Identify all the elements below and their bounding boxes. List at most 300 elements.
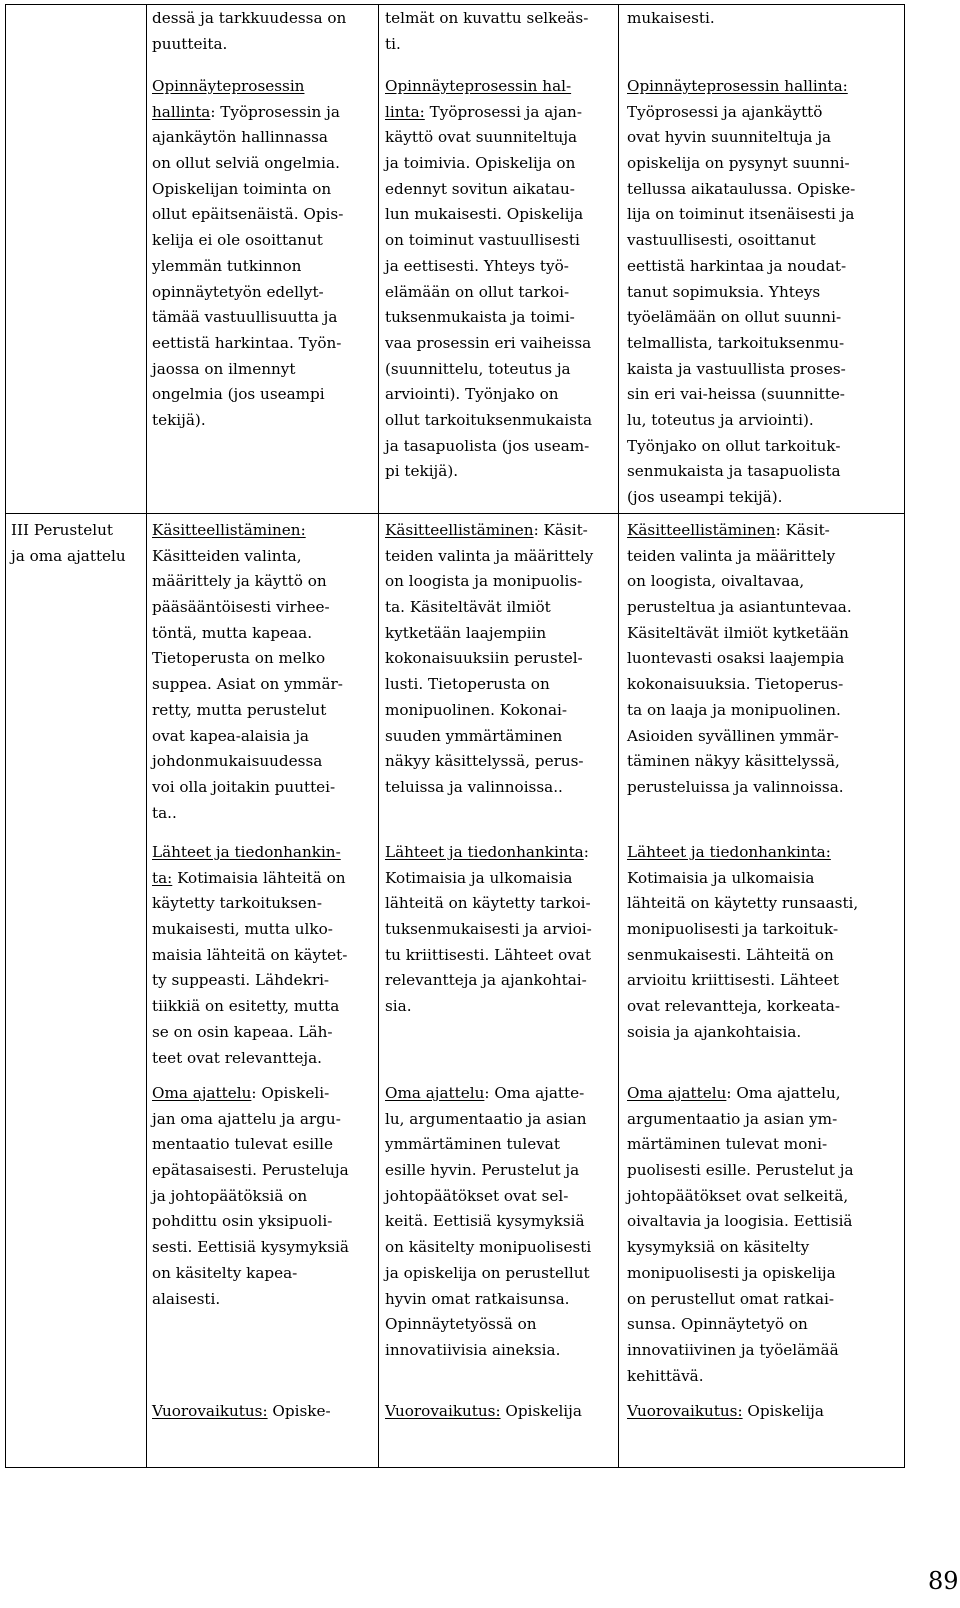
- criterion-text: elämään on ollut tarkoi-: [385, 282, 570, 301]
- criteria-line: [152, 1209, 349, 1235]
- criteria-line: [627, 544, 852, 570]
- criteria-line: [385, 177, 592, 203]
- criteria-line: [627, 305, 855, 331]
- criterion-text: ty suppeasti. Lähdekri-: [152, 971, 330, 990]
- criteria-line: [152, 280, 343, 306]
- criterion-text: monipuolinen. Kokonai-: [385, 700, 568, 719]
- criteria-line: [627, 357, 855, 383]
- criterion-text: perusteluissa ja valinnoissa.: [627, 777, 844, 796]
- criterion-text: pohdittu osin yksipuoli-: [152, 1212, 333, 1231]
- criterion-heading: Vuorovaikutus:: [627, 1402, 743, 1420]
- criteria-line: [385, 151, 592, 177]
- page-number: 89: [928, 1567, 959, 1595]
- criterion-heading: Lähteet ja tiedonhankinta:: [627, 843, 831, 861]
- criterion-heading: Käsitteellistäminen: [385, 521, 534, 539]
- criteria-line: [385, 100, 592, 126]
- criteria-line: [385, 331, 592, 357]
- criteria-line: [152, 646, 343, 672]
- criteria-line: [152, 305, 343, 331]
- criterion-text: ylemmän tutkinnon: [152, 256, 302, 275]
- criteria-line: [627, 125, 855, 151]
- criterion-text: suuden ymmärtäminen: [385, 726, 563, 745]
- criterion-text: kytketään laajempiin: [385, 623, 547, 642]
- criteria-line: [152, 544, 343, 570]
- criteria-block-hallinta: [627, 74, 855, 511]
- criteria-line: [385, 595, 593, 621]
- criteria-line: [385, 228, 592, 254]
- criteria-line: [627, 1338, 854, 1364]
- criterion-text: jaossa on ilmennyt: [152, 359, 296, 378]
- criterion-text: tämää vastuullisuutta ja: [152, 308, 338, 327]
- criteria-line: [385, 994, 592, 1020]
- row-header-line: ja oma ajattelu: [11, 546, 126, 565]
- criteria-line: [627, 646, 852, 672]
- criteria-line: [627, 459, 855, 485]
- criteria-line: [152, 382, 343, 408]
- criteria-line: [627, 434, 855, 460]
- criteria-line: [152, 1184, 349, 1210]
- criterion-heading: Käsitteellistäminen:: [152, 521, 306, 539]
- criterion-text: ongelmia (jos useampi: [152, 385, 325, 404]
- criterion-text: ollut tarkoituksenmukaista: [385, 410, 593, 429]
- criteria-block-lahteet: [627, 840, 858, 1046]
- criterion-text: kaista ja vastuullista proses-: [627, 359, 846, 378]
- criteria-line: [385, 724, 593, 750]
- criteria-line: [627, 672, 852, 698]
- criteria-line: [152, 1158, 349, 1184]
- criteria-line: [627, 1364, 854, 1390]
- criterion-text: lu, toteutus ja arviointi).: [627, 410, 814, 429]
- criteria-block-cont: [152, 6, 346, 57]
- criterion-text: ja tasapuolista (jos useam-: [385, 436, 590, 455]
- criterion-text: relevantteja ja ajankohtai-: [385, 971, 587, 990]
- criterion-text: edennyt sovitun aikatau-: [385, 179, 575, 198]
- criterion-text: ja eettisesti. Yhteys työ-: [385, 256, 569, 275]
- criteria-line: [385, 1312, 591, 1338]
- criterion-text: Käsitteiden valinta,: [152, 546, 302, 565]
- column-divider: [378, 5, 379, 1467]
- criterion-text: innovatiivisia aineksia.: [385, 1340, 561, 1359]
- criterion-text: (jos useampi tekijä).: [627, 488, 783, 506]
- criterion-text: mukaisesti, mutta ulko-: [152, 920, 333, 939]
- criteria-line: [385, 1287, 591, 1313]
- criterion-heading: Opinnäyteprosessin hallinta:: [627, 77, 848, 95]
- criteria-line: [385, 775, 593, 801]
- criteria-line: [152, 621, 343, 647]
- criteria-line: [385, 569, 593, 595]
- criterion-text: tekijä).: [152, 410, 206, 429]
- criteria-line: [152, 1046, 347, 1072]
- criterion-text: luontevasti osaksi laajempia: [627, 649, 845, 668]
- criterion-text: Kotimaisia ja ulkomaisia: [627, 868, 815, 887]
- criterion-text: : Käsit-: [533, 521, 588, 539]
- criterion-heading: hallinta: [152, 102, 211, 121]
- criterion-text: lusti. Tietoperusta on: [385, 675, 550, 694]
- criterion-text: määrittely ja käyttö on: [152, 572, 327, 591]
- criterion-heading: Oma ajattelu: [152, 1084, 252, 1102]
- criterion-text: ymmärtäminen tulevat: [385, 1135, 560, 1154]
- criterion-text: ti.: [385, 34, 401, 53]
- criteria-block-oma-ajattelu: [627, 1081, 854, 1389]
- criterion-text: puolisesti esille. Perustelut ja: [627, 1161, 854, 1180]
- criteria-line: [385, 74, 592, 100]
- criteria-line: [152, 801, 343, 827]
- criteria-line: [152, 74, 343, 100]
- criterion-text: märtäminen tulevat moni-: [627, 1135, 828, 1154]
- criterion-text: on toiminut vastuullisesti: [385, 231, 580, 250]
- criterion-text: sin eri vai-heissa (suunnitte-: [627, 385, 845, 404]
- criteria-line: [152, 698, 343, 724]
- criterion-text: teet ovat relevantteja.: [152, 1048, 323, 1067]
- criterion-text: johdonmukaisuudessa: [152, 752, 323, 771]
- criterion-text: vastuullisesti, osoittanut: [627, 231, 816, 250]
- criteria-line: [627, 891, 858, 917]
- criteria-line: [152, 151, 343, 177]
- criteria-block-vuorovaikutus: [385, 1399, 582, 1425]
- criteria-line: [385, 917, 592, 943]
- criterion-heading: Opinnäyteprosessin: [152, 77, 305, 95]
- criterion-text: sunsa. Opinnäytetyö on: [627, 1315, 808, 1334]
- criterion-text: lähteitä on käytetty tarkoi-: [385, 894, 591, 913]
- criterion-text: Työprosessi ja ajan-: [424, 102, 582, 121]
- criterion-text: on käsitelty monipuolisesti: [385, 1238, 592, 1257]
- criteria-line: [385, 1235, 591, 1261]
- criteria-line: [627, 1287, 854, 1313]
- criterion-text: ja johtopäätöksiä on: [152, 1186, 308, 1205]
- criterion-text: Opinnäytetyössä on: [385, 1315, 537, 1334]
- criterion-text: ja opiskelija on perustellut: [385, 1263, 590, 1282]
- criteria-line: [385, 1107, 591, 1133]
- criterion-text: maisia lähteitä on käytet-: [152, 945, 348, 964]
- criteria-line: [627, 749, 852, 775]
- criteria-block-lahteet: [385, 840, 592, 1020]
- criteria-line: [152, 254, 343, 280]
- criteria-block-kasitteellistaminen: [152, 518, 343, 826]
- criteria-block-hallinta: [152, 74, 343, 434]
- criterion-text: : Oma ajattelu,: [726, 1084, 841, 1102]
- criteria-line: [627, 382, 855, 408]
- criterion-heading: Oma ajattelu: [627, 1084, 727, 1102]
- criteria-line: [385, 698, 593, 724]
- criteria-line: [385, 621, 593, 647]
- criteria-line: [152, 891, 347, 917]
- criterion-text: dessä ja tarkkuudessa on: [152, 9, 347, 27]
- criterion-text: ta on laaja ja monipuolinen.: [627, 700, 841, 719]
- criteria-line: [152, 228, 343, 254]
- criterion-text: opiskelija on pysynyt suunni-: [627, 154, 850, 173]
- criteria-line: [627, 280, 855, 306]
- criterion-text: on loogista, oivaltavaa,: [627, 572, 805, 591]
- criterion-text: tuksenmukaista ja toimi-: [385, 308, 575, 327]
- criteria-line: [627, 866, 858, 892]
- criteria-block-vuorovaikutus: [627, 1399, 824, 1425]
- criterion-text: monipuolisesti ja tarkoituk-: [627, 920, 839, 939]
- criteria-line: [152, 1287, 349, 1313]
- criterion-text: retty, mutta perustelut: [152, 700, 327, 719]
- criterion-text: Käsiteltävät ilmiöt kytketään: [627, 623, 849, 642]
- criteria-line: [627, 6, 715, 32]
- criterion-text: eettistä harkintaa ja noudat-: [627, 256, 847, 275]
- criterion-text: argumentaatio ja asian ym-: [627, 1109, 838, 1128]
- criteria-line: [627, 1081, 854, 1107]
- criterion-text: epätasaisesti. Perusteluja: [152, 1161, 349, 1180]
- criteria-line: [152, 357, 343, 383]
- criterion-heading: Oma ajattelu: [385, 1084, 485, 1102]
- row-header-line: III Perustelut: [11, 521, 114, 539]
- criteria-line: [627, 408, 855, 434]
- criteria-line: [152, 518, 343, 544]
- criterion-text: ovat hyvin suunniteltuja ja: [627, 128, 832, 147]
- criterion-text: käyttö ovat suunniteltuja: [385, 128, 578, 147]
- criterion-text: oivaltavia ja loogisia. Eettisiä: [627, 1212, 853, 1231]
- criterion-text: opinnäytetyön edellyt-: [152, 282, 324, 301]
- criteria-line: [152, 32, 346, 58]
- criteria-line: [152, 1107, 349, 1133]
- criterion-text: Työnjako on ollut tarkoituk-: [627, 436, 841, 455]
- criteria-line: [627, 724, 852, 750]
- criteria-line: [627, 1132, 854, 1158]
- row-header: [11, 518, 126, 569]
- criteria-line: [152, 672, 343, 698]
- criteria-line: [152, 943, 347, 969]
- criteria-line: [152, 724, 343, 750]
- criteria-line: [385, 1209, 591, 1235]
- criterion-text: esille hyvin. Perustelut ja: [385, 1161, 580, 1180]
- criteria-line: [385, 672, 593, 698]
- criteria-line: [385, 254, 592, 280]
- criteria-line: [385, 1338, 591, 1364]
- criteria-line: [385, 408, 592, 434]
- criteria-line: [152, 408, 343, 434]
- criteria-line: [385, 1081, 591, 1107]
- criteria-line: [627, 254, 855, 280]
- criterion-text: pi tekijä).: [385, 462, 459, 481]
- criteria-line: [152, 775, 343, 801]
- criteria-line: [152, 1399, 331, 1425]
- criterion-text: lähteitä on käytetty runsaasti,: [627, 894, 859, 913]
- criterion-heading: Lähteet ja tiedonhankinta: [385, 843, 584, 861]
- criterion-text: suppea. Asiat on ymmär-: [152, 675, 343, 694]
- criterion-text: Asioiden syvällinen ymmär-: [627, 726, 839, 745]
- criterion-text: telmallista, tarkoituksenmu-: [627, 333, 845, 352]
- criterion-text: kehittävä.: [627, 1366, 704, 1385]
- criterion-text: Kotimaisia ja ulkomaisia: [385, 868, 573, 887]
- criterion-text: : Oma ajatte-: [484, 1084, 585, 1102]
- criterion-text: hyvin omat ratkaisunsa.: [385, 1289, 570, 1308]
- criterion-heading: linta:: [385, 102, 425, 121]
- criteria-line: [152, 1081, 349, 1107]
- criteria-line: [627, 1209, 854, 1235]
- criterion-text: käytetty tarkoituksen-: [152, 894, 322, 913]
- criterion-text: teluissa ja valinnoissa..: [385, 777, 563, 796]
- criterion-text: Kotimaisia lähteitä on: [172, 868, 346, 887]
- criteria-line: [385, 434, 592, 460]
- criterion-text: telmät on kuvattu selkeäs-: [385, 9, 589, 27]
- criterion-text: mentaatio tulevat esille: [152, 1135, 333, 1154]
- criteria-line: [627, 177, 855, 203]
- criteria-line: [385, 943, 592, 969]
- criteria-line: [385, 280, 592, 306]
- criterion-text: teiden valinta ja määrittely: [385, 546, 594, 565]
- criterion-text: ajankäytön hallinnassa: [152, 128, 328, 147]
- criteria-line: [627, 151, 855, 177]
- criteria-line: [627, 943, 858, 969]
- criteria-block-hallinta: [385, 74, 592, 485]
- criteria-line: [627, 840, 858, 866]
- criteria-line: [627, 1261, 854, 1287]
- criterion-text: lija on toiminut itsenäisesti ja: [627, 205, 855, 224]
- criterion-text: Tietoperusta on melko: [152, 649, 326, 668]
- criterion-text: tuksenmukaisesti ja arvioi-: [385, 920, 592, 939]
- criterion-text: kokonaisuuksiin perustel-: [385, 649, 583, 668]
- criterion-text: Työprosessi ja ajankäyttö: [627, 102, 823, 121]
- criterion-text: perusteltua ja asiantuntevaa.: [627, 598, 852, 617]
- criteria-line: [627, 1107, 854, 1133]
- criterion-text: Opiskelijan toiminta on: [152, 179, 332, 198]
- criteria-line: [627, 228, 855, 254]
- criterion-text: puutteita.: [152, 34, 228, 53]
- criteria-block-oma-ajattelu: [152, 1081, 349, 1312]
- criterion-text: tiikkiä on esitetty, mutta: [152, 997, 340, 1016]
- criterion-text: soisia ja ajankohtaisia.: [627, 1022, 802, 1041]
- criterion-text: sia.: [385, 997, 412, 1016]
- criteria-line: [627, 202, 855, 228]
- criterion-text: johtopäätökset ovat selkeitä,: [627, 1186, 849, 1205]
- criteria-line: [627, 1020, 858, 1046]
- criteria-line: [152, 100, 343, 126]
- criterion-text: : Opiskeli-: [251, 1084, 330, 1102]
- criteria-line: [627, 621, 852, 647]
- criteria-line: [627, 968, 858, 994]
- criterion-text: monipuolisesti ja opiskelija: [627, 1263, 836, 1282]
- criteria-line: [152, 331, 343, 357]
- criteria-line: [385, 459, 592, 485]
- criterion-text: senmukaista ja tasapuolista: [627, 462, 841, 481]
- criteria-line: [152, 968, 347, 994]
- criterion-text: ovat relevantteja, korkeata-: [627, 997, 840, 1016]
- criteria-line: [385, 968, 592, 994]
- criterion-text: Opiske-: [267, 1402, 331, 1420]
- criteria-line: [385, 1184, 591, 1210]
- criteria-line: [152, 1235, 349, 1261]
- criteria-line: [385, 202, 592, 228]
- criteria-block-kasitteellistaminen: [627, 518, 852, 801]
- criterion-text: ovat kapea-alaisia ja: [152, 726, 309, 745]
- criterion-text: on käsitelty kapea-: [152, 1263, 298, 1282]
- criterion-text: on ollut selviä ongelmia.: [152, 154, 340, 173]
- criterion-text: Opiskelija: [742, 1402, 824, 1420]
- criteria-line: [152, 866, 347, 892]
- criterion-heading: Vuorovaikutus:: [385, 1402, 501, 1420]
- criterion-text: : Työprosessin ja: [210, 102, 340, 121]
- criteria-block-vuorovaikutus: [152, 1399, 331, 1425]
- criterion-text: töntä, mutta kapeaa.: [152, 623, 313, 642]
- criteria-line: [385, 1399, 582, 1425]
- criterion-text: on loogista ja monipuolis-: [385, 572, 583, 591]
- criterion-text: kysymyksiä on käsitelty: [627, 1238, 810, 1257]
- criteria-line: [385, 891, 592, 917]
- criterion-text: Opiskelija: [500, 1402, 582, 1420]
- criterion-text: kelija ei ole osoittanut: [152, 231, 323, 250]
- criterion-text: sesti. Eettisiä kysymyksiä: [152, 1238, 349, 1257]
- criteria-line: [385, 518, 593, 544]
- criterion-text: pääsääntöisesti virhee-: [152, 598, 330, 617]
- criteria-line: [385, 840, 592, 866]
- criterion-text: voi olla joitakin puuttei-: [152, 777, 336, 796]
- criteria-line: [152, 917, 347, 943]
- criterion-text: mukaisesti.: [627, 9, 715, 27]
- criteria-line: [627, 917, 858, 943]
- criteria-line: [385, 305, 592, 331]
- criterion-text: tanut sopimuksia. Yhteys: [627, 282, 821, 301]
- criteria-line: [152, 994, 347, 1020]
- criterion-text: innovatiivinen ja työelämää: [627, 1340, 839, 1359]
- criteria-block-cont: [627, 6, 715, 32]
- criteria-line: [627, 569, 852, 595]
- criterion-text: (suunnittelu, toteutus ja: [385, 359, 571, 378]
- criterion-text: :: [583, 843, 589, 861]
- column-divider: [618, 5, 619, 1467]
- criteria-line: [627, 100, 855, 126]
- criterion-text: lu, argumentaatio ja asian: [385, 1109, 587, 1128]
- criteria-line: [152, 569, 343, 595]
- criteria-line: [385, 6, 588, 32]
- criterion-text: arviointi). Työnjako on: [385, 385, 559, 404]
- criteria-line: [627, 74, 855, 100]
- criterion-text: se on osin kapeaa. Läh-: [152, 1022, 333, 1041]
- criteria-line: [152, 749, 343, 775]
- criteria-block-lahteet: [152, 840, 347, 1071]
- criteria-line: [152, 125, 343, 151]
- criteria-line: [152, 595, 343, 621]
- criteria-line: [627, 1399, 824, 1425]
- criteria-line: [627, 1312, 854, 1338]
- criterion-text: ja toimivia. Opiskelija on: [385, 154, 576, 173]
- criteria-line: [385, 125, 592, 151]
- criteria-block-oma-ajattelu: [385, 1081, 591, 1364]
- criterion-heading: Vuorovaikutus:: [152, 1402, 268, 1420]
- criteria-line: [152, 1020, 347, 1046]
- criteria-line: [385, 866, 592, 892]
- criteria-block-cont: [385, 6, 588, 57]
- criteria-line: [627, 518, 852, 544]
- criteria-line: [152, 6, 346, 32]
- criterion-text: arvioitu kriittisesti. Lähteet: [627, 971, 840, 990]
- criteria-line: [385, 749, 593, 775]
- criteria-line: [627, 1235, 854, 1261]
- criterion-text: johtopäätökset ovat sel-: [385, 1186, 569, 1205]
- criterion-text: jan oma ajattelu ja argu-: [152, 1109, 341, 1128]
- row-divider: [6, 513, 904, 514]
- criteria-line: [627, 1158, 854, 1184]
- criteria-line: [385, 646, 593, 672]
- criteria-line: [385, 382, 592, 408]
- criteria-line: [385, 1261, 591, 1287]
- criterion-text: kokonaisuuksia. Tietoperus-: [627, 675, 844, 694]
- criterion-text: senmukaisesti. Lähteitä on: [627, 945, 834, 964]
- criterion-text: tellussa aikataulussa. Opiske-: [627, 179, 856, 198]
- criterion-text: teiden valinta ja määrittely: [627, 546, 836, 565]
- criterion-text: näkyy käsittelyssä, perus-: [385, 752, 584, 771]
- criteria-line: [385, 1158, 591, 1184]
- criteria-line: [385, 32, 588, 58]
- criteria-line: [627, 994, 858, 1020]
- criteria-line: [152, 1132, 349, 1158]
- criterion-text: : Käsit-: [775, 521, 830, 539]
- criterion-text: lun mukaisesti. Opiskelija: [385, 205, 584, 224]
- criteria-line: [627, 485, 855, 511]
- criterion-text: eettistä harkintaa. Työn-: [152, 333, 342, 352]
